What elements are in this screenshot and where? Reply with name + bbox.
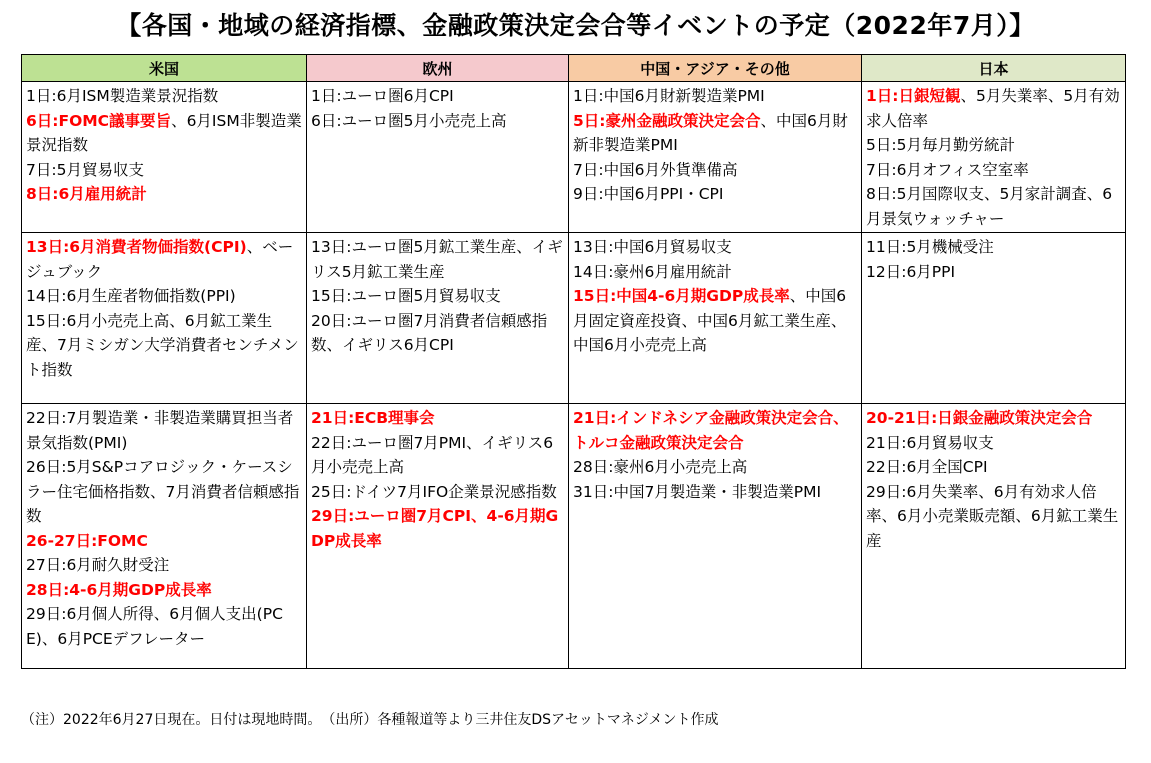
- event-item: 29日:6月個人所得、6月個人支出(PCE)、6月PCEデフレーター: [26, 605, 283, 648]
- event-item: 8日:6月雇用統計: [26, 185, 147, 203]
- cell-japan-mid: [862, 233, 1126, 404]
- event-item: 29日:ユーロ圏7月CPI、4-6月期GDP成長率: [311, 507, 559, 550]
- event-detail: 、ベージュブック: [26, 238, 294, 281]
- event-item: 14日:豪州6月雇用統計: [573, 262, 732, 281]
- event-item: 25日:ドイツ7月IFO企業景況感指数: [311, 482, 557, 501]
- cell-europe-early: [307, 82, 569, 233]
- event-item: 11日:5月機械受注: [866, 238, 994, 256]
- cell-europe-late: [307, 404, 569, 669]
- table-row: [22, 404, 1126, 669]
- column-header-us: 米国: [22, 55, 307, 82]
- event-highlight: 6日:FOMC議事要旨: [26, 111, 172, 130]
- cell-us-early: [22, 82, 307, 233]
- event-item: [26, 109, 303, 158]
- event-item: 13日:ユーロ圏5月鉱工業生産、イギリス5月鉱工業生産: [311, 238, 563, 281]
- event-item: 14日:6月生産者物価指数(PPI): [26, 287, 236, 305]
- event-calendar-table: [21, 54, 1126, 669]
- event-item: 6日:ユーロ圏5月小売売上高: [311, 111, 507, 130]
- event-detail: 、6月ISM非製造業景況指数: [26, 111, 302, 154]
- event-item: 9日:中国6月PPI・CPI: [573, 185, 724, 203]
- event-item: 7日:5月貿易収支: [26, 160, 144, 179]
- event-item: 31日:中国7月製造業・非製造業PMI: [573, 482, 822, 501]
- event-item: 21日:6月貿易収支: [866, 433, 994, 452]
- event-item: [573, 109, 858, 158]
- cell-asia-mid: [569, 233, 862, 404]
- cell-us-late: [22, 404, 307, 669]
- column-header-japan: 日本: [862, 55, 1126, 82]
- event-item: 8日:5月国際収支、5月家計調査、6月景気ウォッチャー: [866, 185, 1113, 228]
- cell-asia-late: [569, 404, 862, 669]
- event-item: 29日:6月失業率、6月有効求人倍率、6月小売業販売額、6月鉱工業生産: [866, 482, 1119, 550]
- event-item: 1日:中国6月財新製造業PMI: [573, 87, 765, 105]
- event-item: 28日:4-6月期GDP成長率: [26, 580, 212, 599]
- event-highlight: 1日:日銀短観: [866, 87, 961, 105]
- event-item: 22日:6月全国CPI: [866, 458, 988, 476]
- event-item: 22日:ユーロ圏7月PMI、イギリス6月小売売上高: [311, 433, 554, 476]
- event-item: 26日:5月S&Pコアロジック・ケースシラー住宅価格指数、7月消費者信頼感指数: [26, 458, 300, 525]
- event-item: 12日:6月PPI: [866, 262, 956, 281]
- cell-us-mid: [22, 233, 307, 404]
- event-item: [573, 284, 858, 358]
- event-item: 15日:ユーロ圏5月貿易収支: [311, 287, 501, 305]
- event-detail: 、中国6月固定資産投資、中国6月鉱工業生産、中国6月小売売上高: [573, 287, 847, 354]
- column-header-europe: 欧州: [307, 55, 569, 82]
- event-item: 1日:6月ISM製造業景況指数: [26, 87, 219, 105]
- event-item: 7日:6月オフィス空室率: [866, 160, 1029, 179]
- event-item: 21日:ECB理事会: [311, 409, 435, 427]
- event-detail: 、5月失業率、5月有効求人倍率: [866, 87, 1120, 130]
- event-item: 5日:5月毎月勤労統計: [866, 136, 1015, 154]
- event-detail: 、中国6月財新非製造業PMI: [573, 111, 848, 154]
- cell-japan-early: [862, 82, 1126, 233]
- event-item: [26, 235, 303, 284]
- event-item: 20日:ユーロ圏7月消費者信頼感指数、イギリス6月CPI: [311, 311, 548, 354]
- event-highlight: 15日:中国4-6月期GDP成長率: [573, 287, 790, 305]
- footnote: （注）2022年6月27日現在。日付は現地時間。 （出所）各種報道等より三井住友DSアセットマネジメント作成: [21, 712, 719, 728]
- event-item: 28日:豪州6月小売売上高: [573, 458, 748, 476]
- event-item: 13日:中国6月貿易収支: [573, 238, 732, 256]
- column-header-asia-other: 中国・アジア・その他: [569, 55, 862, 82]
- event-item: 7日:中国6月外貨準備高: [573, 160, 738, 179]
- event-item: [866, 84, 1122, 133]
- event-highlight: 13日:6月消費者物価指数(CPI): [26, 238, 247, 256]
- cell-japan-late: [862, 404, 1126, 669]
- event-item: 20-21日:日銀金融政策決定会合: [866, 409, 1093, 427]
- cell-asia-early: [569, 82, 862, 233]
- event-item: 26-27日:FOMC: [26, 531, 148, 550]
- header-row: [22, 55, 1126, 82]
- event-highlight: 5日:豪州金融政策決定会合: [573, 111, 761, 130]
- page-title: 【各国・地域の経済指標、金融政策決定会合等イベントの予定（2022年7月）】: [116, 11, 1035, 40]
- event-item: 27日:6月耐久財受注: [26, 556, 170, 574]
- event-item: 1日:ユーロ圏6月CPI: [311, 87, 454, 105]
- cell-europe-mid: [307, 233, 569, 404]
- table-row: [22, 82, 1126, 233]
- event-item: 15日:6月小売売上高、6月鉱工業生産、7月ミシガン大学消費者センチメント指数: [26, 311, 299, 379]
- event-item: 21日:インドネシア金融政策決定会合、トルコ金融政策決定会合: [573, 409, 849, 452]
- event-item: 22日:7月製造業・非製造業購買担当者景気指数(PMI): [26, 409, 294, 452]
- table-row: [22, 233, 1126, 404]
